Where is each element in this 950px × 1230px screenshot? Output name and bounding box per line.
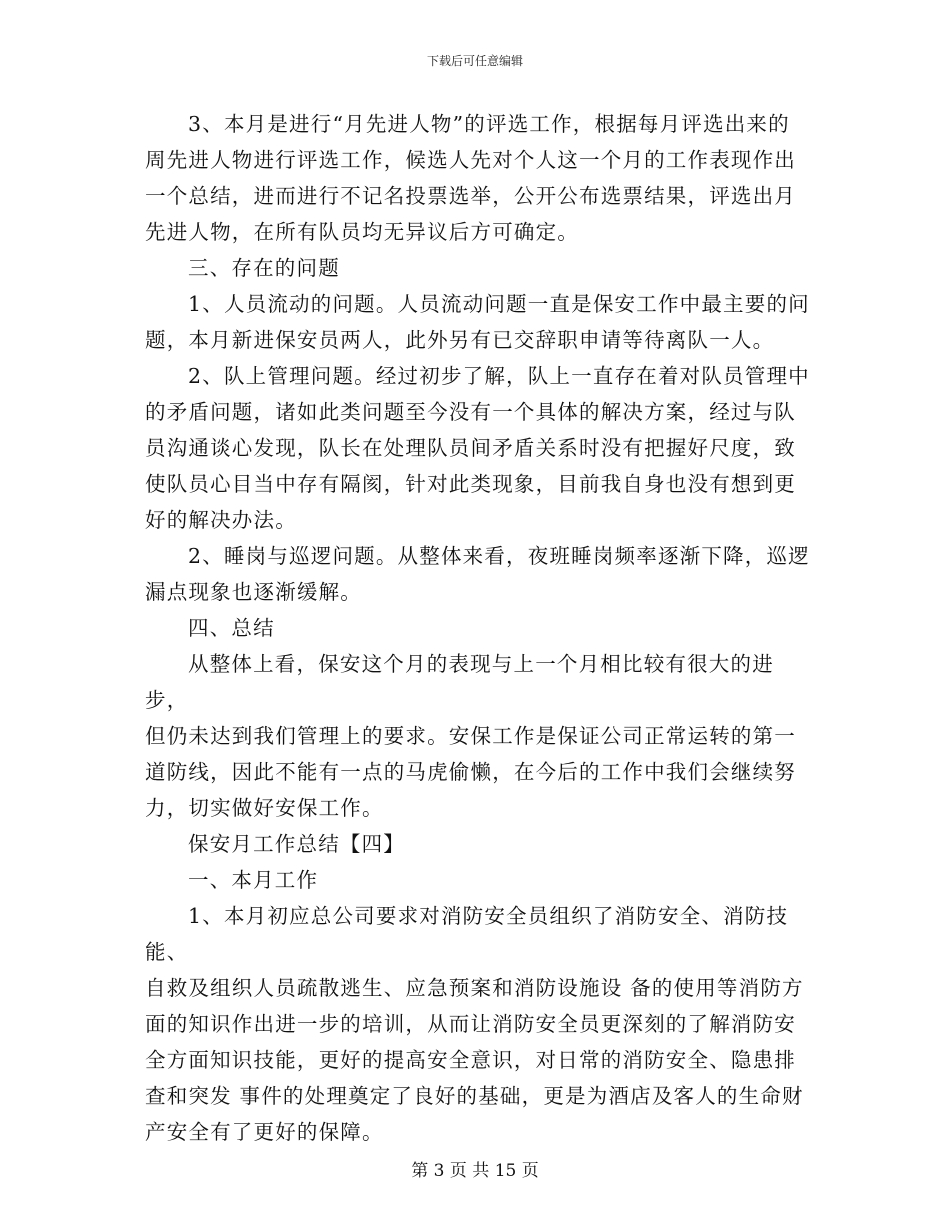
section-heading: 三、存在的问题: [188, 256, 340, 280]
paragraph-line: 题，本月新进保安员两人，此外另有已交辞职申请等待离队一人。: [145, 328, 775, 352]
paragraph-line: 2、队上管理问题。经过初步了解，队上一直存在着对队员管理中: [188, 364, 810, 388]
paragraph-line: 一个总结，进而进行不记名投票选举，公开公布选票结果，评选出月: [145, 184, 796, 208]
paragraph-line: 好的解决办法。: [145, 508, 297, 532]
document-body: [145, 106, 815, 1150]
paragraph-line: 漏点现象也逐渐缓解。: [145, 580, 362, 604]
page-header: 下载后可任意编辑: [426, 54, 523, 68]
paragraph-line: 查和突发 事件的处理奠定了良好的基础，更是为酒店及客人的生命财: [145, 1084, 804, 1108]
page-number: 第 3 页 共 15 页: [411, 1161, 539, 1181]
paragraph-line: 员沟通谈心发现，队长在处理队员间矛盾关系时没有把握好尺度，致: [145, 436, 796, 460]
paragraph-line: 但仍未达到我们管理上的要求。安保工作是保证公司正常运转的第一: [145, 724, 796, 748]
paragraph-line: 2、睡岗与巡逻问题。从整体来看，夜班睡岗频率逐渐下降，巡逻: [188, 544, 810, 568]
section-heading: 一、本月工作: [188, 868, 319, 892]
paragraph-line: 先进人物，在所有队员均无异议后方可确定。: [145, 220, 579, 244]
paragraph-line: 1、人员流动的问题。人员流动问题一直是保安工作中最主要的问: [188, 292, 810, 316]
paragraph-line: 产安全有了更好的保障。: [145, 1120, 384, 1144]
paragraph-line: 的矛盾问题，诸如此类问题至今没有一个具体的解决方案，经过与队: [145, 400, 796, 424]
paragraph-line: 周先进人物进行评选工作，候选人先对个人这一个月的工作表现作出: [145, 148, 796, 172]
paragraph-line: 力，切实做好安保工作。: [145, 796, 384, 820]
paragraph-line: 道防线，因此不能有一点的马虎偷懒，在今后的工作中我们会继续努: [145, 760, 796, 784]
paragraph-line: 使队员心目当中存有隔阂，针对此类现象，目前我自身也没有想到更: [145, 472, 796, 496]
document-title: 保安月工作总结【四】: [188, 832, 405, 856]
section-heading: 四、总结: [188, 616, 275, 640]
paragraph-line: 从整体上看，保安这个月的表现与上一个月相比较有很大的进步，: [145, 652, 774, 712]
paragraph-line: 面的知识作出进一步的培训，从而让消防安全员更深刻的了解消防安: [145, 1012, 796, 1036]
paragraph-line: 自救及组织人员疏散逃生、应急预案和消防设施设 备的使用等消防方: [145, 976, 804, 1000]
paragraph-line: 3、本月是进行“月先进人物”的评选工作，根据每月评选出来的: [188, 112, 790, 136]
paragraph-line: 1、本月初应总公司要求对消防安全员组织了消防安全、消防技能、: [145, 904, 789, 964]
paragraph-line: 全方面知识技能，更好的提高安全意识，对日常的消防安全、隐患排: [145, 1048, 796, 1072]
